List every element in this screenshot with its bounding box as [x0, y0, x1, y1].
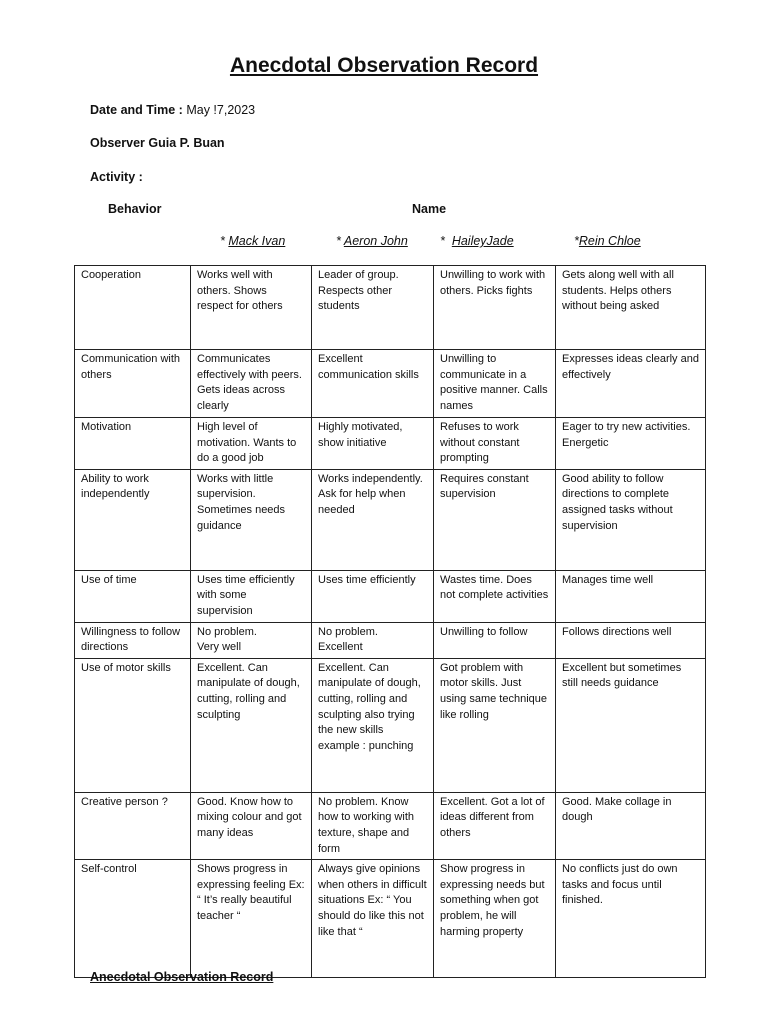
- behavior-cell: Self-control: [75, 860, 191, 978]
- observation-cell: Show progress in expressing needs but something when got problem, he will harming property: [434, 860, 556, 978]
- behavior-cell: Cooperation: [75, 266, 191, 350]
- student-name: HaileyJade: [451, 234, 514, 248]
- student-name-mack-ivan: [220, 234, 285, 248]
- table-row: [75, 350, 706, 418]
- table-row: [75, 622, 706, 658]
- observation-cell: Requires constant supervision: [434, 469, 556, 570]
- behavior-cell: Use of time: [75, 570, 191, 622]
- date-value: May !7,2023: [186, 103, 256, 117]
- page-title: Anecdotal Observation Record: [229, 54, 539, 77]
- observation-cell: No conflicts just do own tasks and focus until finished.: [556, 860, 706, 978]
- behavior-header: Behavior: [108, 202, 162, 216]
- table-row: [75, 570, 706, 622]
- observation-cell: Uses time efficiently: [312, 570, 434, 622]
- observation-cell: Uses time efficiently with some supervision: [191, 570, 312, 622]
- footer-title: Anecdotal Observation Record: [90, 970, 274, 984]
- observation-cell: Eager to try new activities. Energetic: [556, 418, 706, 470]
- observation-cell: Good ability to follow directions to complete assigned tasks without supervision: [556, 469, 706, 570]
- observation-cell: Highly motivated, show initiative: [312, 418, 434, 470]
- observation-cell: Excellent. Can manipulate of dough, cutting, rolling and sculpting: [191, 658, 312, 792]
- table-row: [75, 418, 706, 470]
- observation-cell: Got problem with motor skills. Just using same technique like rolling: [434, 658, 556, 792]
- student-name: Mack Ivan: [228, 234, 286, 248]
- observation-cell: Unwilling to follow: [434, 622, 556, 658]
- table-row: [75, 792, 706, 859]
- observation-cell: Expresses ideas clearly and effectively: [556, 350, 706, 418]
- date-line: [90, 103, 255, 117]
- table-row: [75, 658, 706, 792]
- observation-cell: Good. Make collage in dough: [556, 792, 706, 859]
- observation-cell: Works well with others. Shows respect for others: [191, 266, 312, 350]
- observation-cell: Unwilling to communicate in a positive manner. Calls names: [434, 350, 556, 418]
- behavior-cell: Ability to work independently: [75, 469, 191, 570]
- observer-line: [90, 136, 225, 150]
- observation-cell: Manages time well: [556, 570, 706, 622]
- observation-cell: Works independently. Ask for help when needed: [312, 469, 434, 570]
- name-header: Name: [412, 202, 447, 216]
- observation-cell: Leader of group. Respects other students: [312, 266, 434, 350]
- observation-cell: Good. Know how to mixing colour and got many ideas: [191, 792, 312, 859]
- student-name-rein-chloe: [574, 234, 641, 248]
- activity-label: Activity :: [90, 170, 143, 184]
- behavior-cell: Creative person ?: [75, 792, 191, 859]
- student-name: Rein Chloe: [578, 234, 641, 248]
- name-bullet: *: [440, 234, 452, 248]
- observation-table: [74, 265, 706, 978]
- name-bullet: *: [220, 234, 229, 248]
- observation-cell: Excellent but sometimes still needs guidance: [556, 658, 706, 792]
- name-bullet: *: [574, 234, 579, 248]
- observation-cell: Excellent. Got a lot of ideas different from others: [434, 792, 556, 859]
- student-name-aeron-john: [336, 234, 408, 248]
- observation-cell: Excellent communication skills: [312, 350, 434, 418]
- table-row: [75, 469, 706, 570]
- behavior-cell: Communication with others: [75, 350, 191, 418]
- observation-cell: No problem. Know how to working with texture, shape and form: [312, 792, 434, 859]
- table-row: [75, 266, 706, 350]
- student-name-hailey-jade: [440, 234, 514, 248]
- observation-cell: High level of motivation. Wants to do a good job: [191, 418, 312, 470]
- observation-cell: Gets along well with all students. Helps others without being asked: [556, 266, 706, 350]
- observation-cell: Communicates effectively with peers. Gets ideas across clearly: [191, 350, 312, 418]
- observation-cell: Works with little supervision. Sometimes needs guidance: [191, 469, 312, 570]
- observation-cell: Refuses to work without constant prompting: [434, 418, 556, 470]
- observation-cell: Wastes time. Does not complete activities: [434, 570, 556, 622]
- name-bullet: *: [336, 234, 344, 248]
- table-row: [75, 860, 706, 978]
- student-name: Aeron John: [343, 234, 408, 248]
- observation-cell: Always give opinions when others in difficult situations Ex: “ You should do like this not like that “: [312, 860, 434, 978]
- observation-cell: No problem. Excellent: [312, 622, 434, 658]
- observation-cell: Unwilling to work with others. Picks fights: [434, 266, 556, 350]
- observation-cell: No problem. Very well: [191, 622, 312, 658]
- behavior-cell: Willingness to follow directions: [75, 622, 191, 658]
- date-label: Date and Time :: [90, 103, 183, 117]
- observer-value: Guia P. Buan: [148, 136, 225, 150]
- observation-cell: Shows progress in expressing feeling Ex: “ It’s really beautiful teacher “: [191, 860, 312, 978]
- observation-cell: Excellent. Can manipulate of dough, cutting, rolling and sculpting also trying the new skills example : punching: [312, 658, 434, 792]
- behavior-cell: Use of motor skills: [75, 658, 191, 792]
- activity-line: [90, 170, 143, 184]
- behavior-cell: Motivation: [75, 418, 191, 470]
- observer-label: Observer: [90, 136, 145, 150]
- observation-cell: Follows directions well: [556, 622, 706, 658]
